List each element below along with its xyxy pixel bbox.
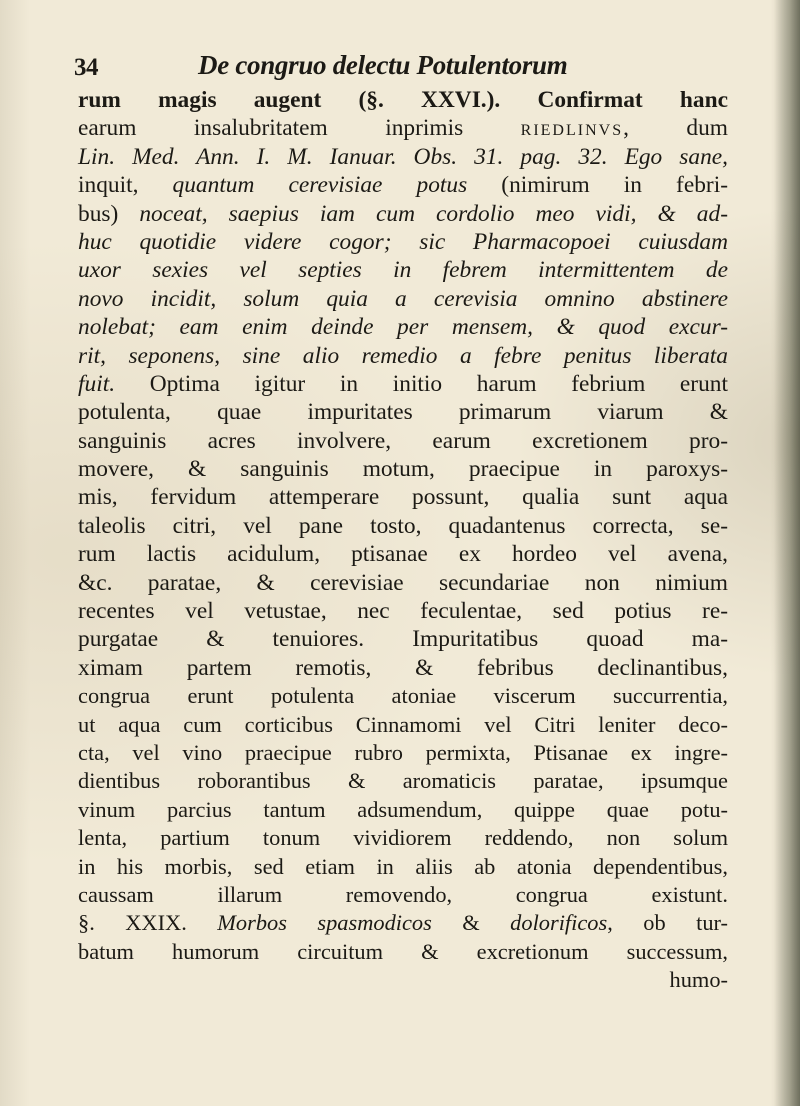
text-line (78, 143, 728, 171)
text-line (78, 313, 728, 341)
text-line (78, 200, 728, 228)
text-line (78, 909, 728, 937)
text-segment: batum humorum circuitum & excretionum successum, (78, 938, 728, 964)
text-line (78, 739, 728, 767)
text-segment: vinum parcius tantum adsumendum, quippe quae potu- (78, 796, 728, 822)
text-line (78, 824, 728, 852)
text-segment: Optima igitur in initio harum febrium erunt (115, 370, 728, 397)
text-segment: lenta, partium tonum vividiorem reddendo, non solum (78, 825, 728, 851)
text-line (78, 597, 728, 625)
text-line (78, 228, 728, 256)
text-segment: , dum (623, 115, 728, 142)
text-segment: quantum cerevisiae potus (172, 172, 468, 199)
body-text (78, 86, 728, 995)
text-line (78, 881, 728, 909)
text-segment: Morbos spasmodicos (217, 910, 432, 936)
text-line (78, 342, 728, 370)
text-segment: Lin. Med. Ann. I. M. Ianuar. Obs. 31. pag. 32. Ego sane, (78, 143, 728, 170)
text-segment: ut aqua cum corticibus Cinnamomi vel Citri leniter deco- (78, 711, 728, 737)
text-segment: novo incidit, solum quia a cerevisia omnino abstinere (78, 285, 728, 312)
text-segment: & (431, 910, 511, 936)
text-segment: uxor sexies vel septies in febrem intermittentem de (78, 257, 728, 284)
text-line (78, 654, 728, 682)
text-line (78, 256, 728, 284)
text-line (78, 625, 728, 653)
text-line (78, 114, 728, 142)
text-segment: bus) (78, 200, 140, 227)
text-line (78, 455, 728, 483)
text-line (78, 711, 728, 739)
running-title: De congruo delectu Potulentorum (198, 50, 568, 80)
text-line (78, 370, 728, 398)
text-segment: (nimirum in febri- (467, 172, 728, 199)
text-segment: nolebat; eam enim deinde per mensem, & quod excur- (78, 314, 728, 341)
text-segment: movere, & sanguinis motum, praecipue in paroxys- (78, 456, 728, 483)
text-line (78, 86, 728, 114)
text-segment: inquit, (78, 172, 173, 199)
text-segment: &c. paratae, & cerevisiae secundariae non nimium (78, 569, 728, 596)
text-line (78, 767, 728, 795)
page-edge-shadow (774, 0, 800, 1106)
text-segment: rum lactis acidulum, ptisanae ex hordeo vel avena, (78, 541, 728, 568)
text-line (78, 966, 728, 994)
text-segment: purgatae & tenuiores. Impuritatibus quoad ma- (78, 626, 728, 653)
text-line (78, 682, 728, 710)
text-segment: dientibus roborantibus & aromaticis paratae, ipsumque (78, 768, 728, 794)
page-header (74, 50, 734, 84)
text-line (78, 853, 728, 881)
text-line (78, 398, 728, 426)
text-segment: cta, vel vino praecipue rubro permixta, Ptisanae ex ingre- (78, 739, 728, 765)
text-segment: in his morbis, sed etiam in aliis ab atonia dependentibus, (78, 853, 728, 879)
text-line (78, 483, 728, 511)
text-line (78, 569, 728, 597)
text-segment: rum magis augent (§. XXVI.). Confirmat hanc (78, 87, 728, 113)
text-segment: riedlinvs (520, 115, 624, 142)
text-segment: §. XXIX. (78, 910, 218, 936)
text-segment: potulenta, quae impuritates primarum viarum & (78, 399, 728, 426)
text-segment: mis, fervidum attemperare possunt, qualia sunt aqua (78, 484, 728, 511)
text-segment: , ob tur- (607, 910, 728, 936)
text-segment: earum insalubritatem inprimis (78, 115, 521, 142)
text-segment: noceat, saepius iam cum cordolio meo vidi, & ad- (139, 200, 728, 227)
text-segment: ximam partem remotis, & febribus declinantibus, (78, 654, 728, 681)
page-number: 34 (74, 54, 98, 81)
text-line (78, 427, 728, 455)
text-segment: humo- (669, 967, 728, 993)
text-segment: taleolis citri, vel pane tosto, quadantenus correcta, se- (78, 512, 728, 539)
text-segment: fuit. (78, 370, 116, 397)
text-segment: dolorificos (510, 910, 608, 936)
text-line (78, 796, 728, 824)
text-line (78, 938, 728, 966)
text-line (78, 512, 728, 540)
text-line (78, 171, 728, 199)
text-segment: huc quotidie videre cogor; sic Pharmacopoei cuiusdam (78, 228, 728, 255)
text-segment: rit, seponens, sine alio remedio a febre penitus liberata (78, 342, 728, 369)
text-segment: congrua erunt potulenta atoniae viscerum succurrentia, (78, 683, 728, 709)
text-segment: recentes vel vetustae, nec feculentae, sed potius re- (78, 598, 728, 625)
text-line (78, 540, 728, 568)
text-segment: sanguinis acres involvere, earum excretionem pro- (78, 427, 728, 454)
text-line (78, 285, 728, 313)
text-segment: caussam illarum removendo, congrua existunt. (78, 881, 728, 907)
